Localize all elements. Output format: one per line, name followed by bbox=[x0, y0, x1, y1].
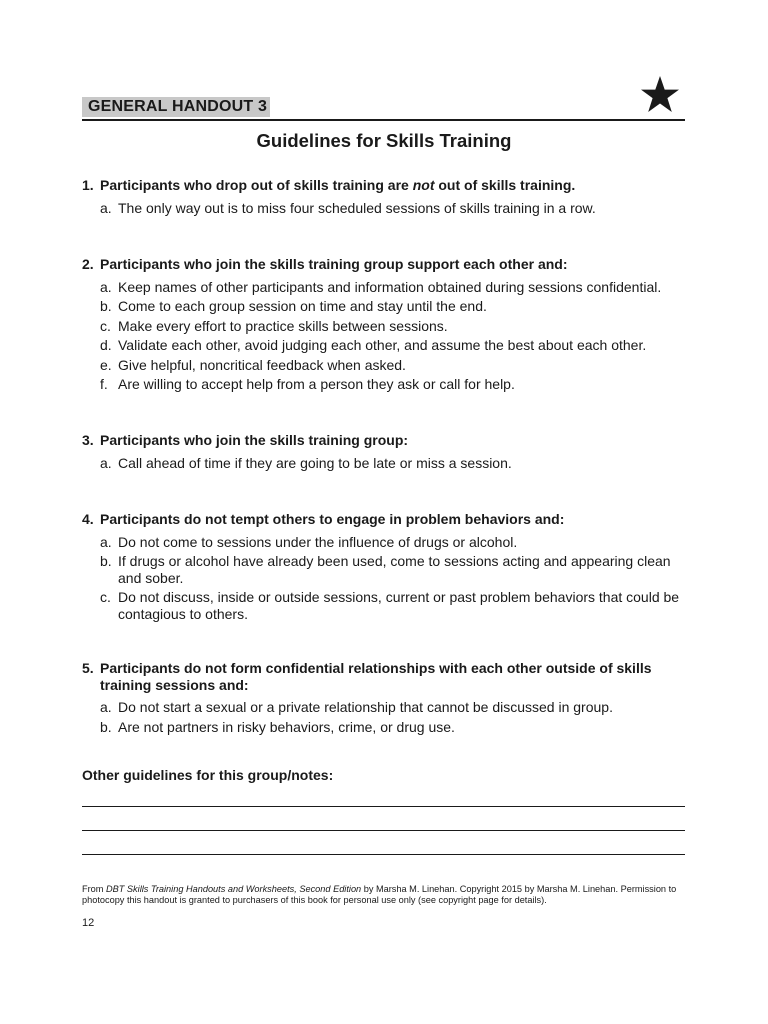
other-guidelines-label: Other guidelines for this group/notes: bbox=[82, 767, 334, 783]
section-number: 2. bbox=[82, 256, 94, 272]
list-item: f. Are willing to accept help from a person they ask or call for help. bbox=[100, 376, 515, 392]
section-heading-text: Participants do not form confidential relationships with each other outside of skills training sessions and: bbox=[100, 660, 652, 693]
list-item: b. Come to each group session on time and stay until the end. bbox=[100, 298, 487, 314]
page-number: 12 bbox=[82, 917, 95, 929]
book-title: DBT Skills Training Handouts and Worksheets, Second Edition bbox=[106, 884, 362, 894]
list-item: c. Make every effort to practice skills between sessions. bbox=[100, 317, 448, 334]
emphasis-not: not bbox=[412, 177, 435, 193]
guideline-section-4 bbox=[82, 511, 692, 625]
guideline-section-2 bbox=[82, 256, 692, 396]
list-item: a. Keep names of other participants and information obtained during sessions confidential. bbox=[100, 278, 662, 295]
list-item: c. Do not discuss, inside or outside sessions, current or past problem behaviors that could be contagious to others. bbox=[100, 589, 680, 622]
list-item: b. If drugs or alcohol have already been used, come to sessions acting and appearing clean and sober. bbox=[100, 553, 671, 586]
header-bar bbox=[82, 97, 685, 121]
section-heading-text: Participants who drop out of skills training are not out of skills training. bbox=[100, 177, 576, 193]
handout-tag: GENERAL HANDOUT 3 bbox=[82, 97, 270, 117]
list-item: a. Do not come to sessions under the influence of drugs or alcohol. bbox=[100, 533, 518, 550]
section-heading-text: Participants do not tempt others to engage in problem behaviors and: bbox=[100, 511, 565, 527]
notes-line-3[interactable] bbox=[82, 854, 685, 855]
guideline-section-5 bbox=[82, 660, 692, 738]
copyright-footer: From DBT Skills Training Handouts and Worksheets, Second Edition by Marsha M. Linehan. Copyright 2015 by Marsha M. Linehan. Permission to photocopy this handout is granted to purchasers of this book for personal use only (see copyright page for details). bbox=[82, 884, 677, 905]
list-item: b. Are not partners in risky behaviors, crime, or drug use. bbox=[100, 718, 455, 735]
guideline-section-1 bbox=[82, 177, 692, 219]
section-heading bbox=[82, 432, 692, 449]
section-heading-text: Participants who join the skills training group support each other and: bbox=[100, 256, 568, 272]
guideline-section-3 bbox=[82, 432, 692, 474]
section-heading-text: Participants who join the skills training group: bbox=[100, 432, 409, 448]
section-heading bbox=[82, 660, 692, 693]
section-number: 1. bbox=[82, 177, 94, 193]
list-item: e. Give helpful, noncritical feedback when asked. bbox=[100, 356, 406, 373]
list-item: a. Call ahead of time if they are going to be late or miss a session. bbox=[100, 454, 512, 471]
list-item: a. The only way out is to miss four scheduled sessions of skills training in a row. bbox=[100, 199, 596, 216]
list-item: a. Do not start a sexual or a private relationship that cannot be discussed in group. bbox=[100, 699, 613, 715]
page-title: Guidelines for Skills Training bbox=[256, 130, 512, 151]
section-heading bbox=[82, 511, 692, 528]
section-heading bbox=[82, 177, 692, 194]
section-number: 5. bbox=[82, 660, 94, 676]
star-icon bbox=[640, 76, 680, 114]
notes-line-1[interactable] bbox=[82, 806, 685, 807]
notes-line-2[interactable] bbox=[82, 830, 685, 831]
section-heading bbox=[82, 256, 692, 273]
section-number: 4. bbox=[82, 511, 94, 527]
list-item: d. Validate each other, avoid judging each other, and assume the best about each other. bbox=[100, 337, 647, 353]
section-number: 3. bbox=[82, 432, 94, 448]
